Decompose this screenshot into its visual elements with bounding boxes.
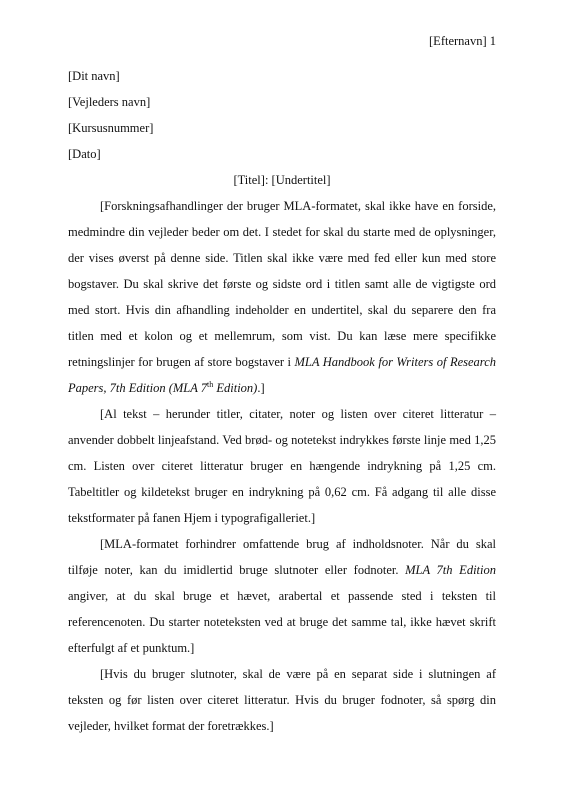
paragraph-1[interactable] — [68, 193, 496, 401]
paragraph-3-text: [MLA-formatet forhindrer omfattende brug af indholdsnoter. Når du skal tilføje noter, kan du imidlertid bruge slutnoter eller fodnoter. — [68, 537, 496, 577]
running-head: [Efternavn] 1 — [429, 34, 496, 48]
paragraph-4[interactable]: [Hvis du bruger slutnoter, skal de være på en separat side i slutningen af teksten og før listen over citeret litteratur. Hvis du bruger fodnoter, så spørg din vejleder, hvilket format der foretrækkes.] — [68, 667, 496, 733]
paragraph-2[interactable]: [Al tekst – herunder titler, citater, noter og listen over citeret litteratur – anvender dobbelt linjeafstand. Ved brød- og notetekst indrykkes første linje med 1,25 cm. Listen over citeret litteratur bruger en hængende indrykning på 1,25 cm. Tabeltitler og kildetekst bruger en indrykning på 0,62 cm. Få adgang til alle disse tekstformater på fanen Hjem i typografigalleriet.] — [68, 407, 496, 525]
paragraph-1-italic-2: Edition) — [213, 381, 258, 395]
course-number[interactable]: [Kursusnummer] — [68, 121, 154, 135]
document-title[interactable]: [Titel]: [Undertitel] — [233, 173, 331, 187]
paragraph-3-italic: MLA 7th Edition — [405, 563, 496, 577]
paragraph-1-superscript: th — [207, 379, 214, 389]
paragraph-3[interactable] — [68, 531, 496, 661]
author-name[interactable]: [Dit navn] — [68, 69, 120, 83]
document-body — [68, 63, 496, 739]
supervisor-name[interactable]: [Vejleders navn] — [68, 95, 151, 109]
date-field[interactable]: [Dato] — [68, 147, 101, 161]
paragraph-3-text-2: angiver, at du skal bruge et hævet, arabertal et passende sted i teksten til referencenoten. Du starter noteteksten ved at bruge det samme tal, ikke hævet skrift efterfulgt af et punktum.] — [68, 589, 496, 655]
paragraph-1-end: .] — [257, 381, 265, 395]
paragraph-1-text: [Forskningsafhandlinger der bruger MLA-formatet, skal ikke have en forside, medmindre din vejleder beder om det. I stedet for skal du starte med de oplysninger, der vises øverst på denne side. Titlen skal ikke være med fed eller kun med store bogstaver. Du skal skrive det første og sidste ord i titlen samt alle de vigtigste ord med stort. Hvis din afhandling indeholder en undertitel, skal du separere den fra titlen med et kolon og et mellemrum, som vist. Du kan læse mere specifikke retningslinjer for brugen af store bogstaver i — [68, 199, 496, 369]
paragraph-1-italic: MLA Handbook for Writers of Research Papers, 7th Edition (MLA 7 — [68, 355, 497, 395]
